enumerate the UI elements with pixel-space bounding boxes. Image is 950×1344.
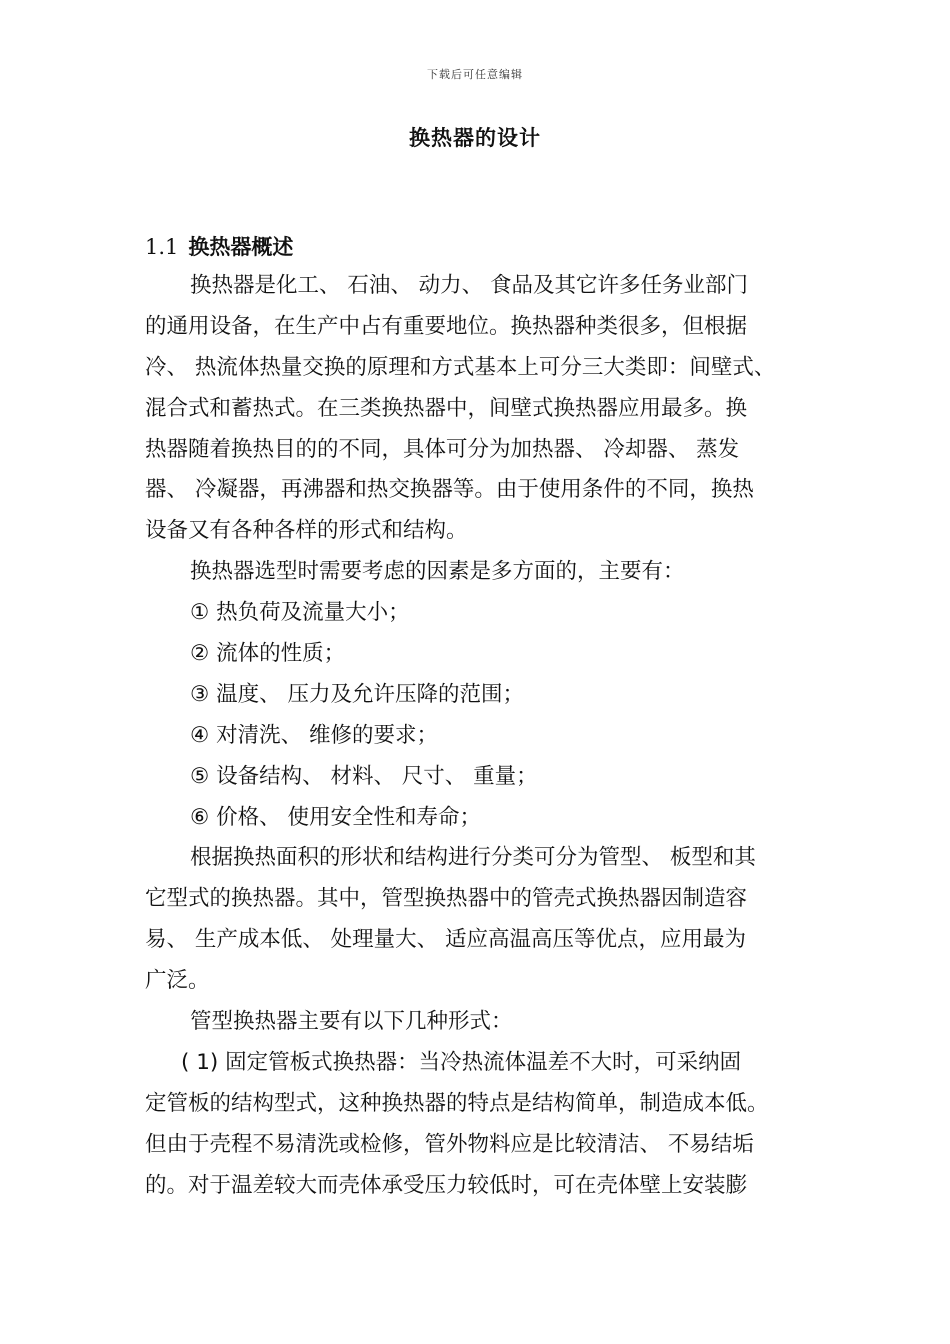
paragraph-line: 器、 冷凝器，再沸器和热交换器等。由于使用条件的不同，换热 (145, 477, 754, 503)
paragraph-line: ( 1) 固定管板式换热器：当冷热流体温差不大时，可采纳固 (181, 1049, 742, 1075)
paragraph-line: 混合式和蓄热式。在三类换热器中，间壁式换热器应用最多。换 (145, 395, 748, 421)
list-item: ① 热负荷及流量大小； (190, 600, 410, 626)
paragraph-line: 换热器选型时需要考虑的因素是多方面的，主要有： (190, 559, 685, 585)
list-item: ⑥ 价格、 使用安全性和寿命； (190, 804, 481, 830)
section-heading-text: 换热器概述 (188, 235, 294, 259)
section-heading (145, 231, 293, 261)
paragraph-line: 管型换热器主要有以下几种形式： (190, 1009, 513, 1035)
paragraph-line: 的通用设备，在生产中占有重要地位。换热器种类很多，但根据 (145, 313, 748, 339)
paragraph-line: 它型式的换热器。其中，管型换热器中的管壳式换热器因制造容 (145, 886, 748, 912)
paragraph-line: 根据换热面积的形状和结构进行分类可分为管型、 板型和其 (190, 845, 756, 871)
paragraph-line: 换热器是化工、 石油、 动力、 食品及其它许多任务业部门 (190, 273, 749, 298)
paragraph-line: 的。对于温差较大而壳体承受压力较低时，可在壳体壁上安装膨 (145, 1172, 748, 1198)
paragraph-line: 定管板的结构型式，这种换热器的特点是结构简单，制造成本低。 (145, 1090, 769, 1116)
body-text (145, 266, 817, 1206)
list-item: ④ 对清洗、 维修的要求； (190, 722, 438, 748)
header-note: 下载后可任意编辑 (427, 68, 523, 81)
list-item: ⑤ 设备结构、 材料、 尺寸、 重量； (190, 763, 538, 789)
list-item: ② 流体的性质； (190, 641, 346, 667)
list-item: ③ 温度、 压力及允许压降的范围； (190, 681, 524, 707)
paragraph-line: 冷、 热流体热量交换的原理和方式基本上可分三大类即：间壁式、 (145, 354, 776, 380)
paragraph-line: 广泛。 (145, 968, 210, 994)
section-number: 1.1 (145, 235, 179, 259)
paragraph-line: 但由于壳程不易清洗或检修，管外物料应是比较清洁、 不易结垢 (145, 1131, 754, 1157)
document-title: 换热器的设计 (409, 126, 541, 150)
paragraph-line: 易、 生产成本低、 处理量大、 适应高温高压等优点，应用最为 (145, 927, 747, 953)
paragraph-line: 设备又有各种各样的形式和结构。 (145, 518, 468, 544)
paragraph-line: 热器随着换热目的的不同，具体可分为加热器、 冷却器、 蒸发 (145, 436, 740, 462)
